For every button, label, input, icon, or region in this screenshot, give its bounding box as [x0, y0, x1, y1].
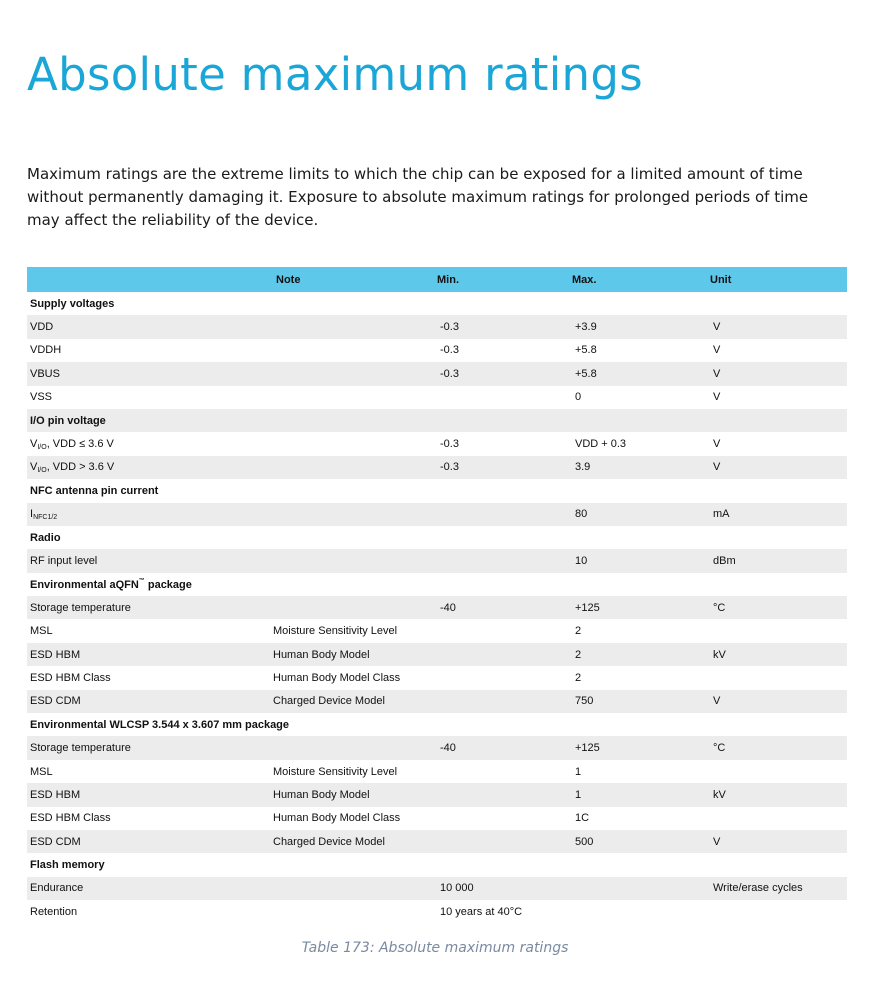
cell-unit: kV: [710, 643, 847, 666]
cell-parameter: ESD HBM Class: [27, 807, 270, 830]
cell-parameter: [27, 456, 270, 479]
cell-max: +3.9: [572, 315, 710, 338]
cell-max: +5.8: [572, 339, 710, 362]
param-symbol: I: [30, 507, 34, 520]
cell-parameter: ESD CDM: [27, 690, 270, 713]
cell-note: [270, 456, 437, 479]
param-subscript: I/O: [37, 466, 47, 474]
cell-parameter: ESD HBM: [27, 643, 270, 666]
cell-note: [270, 549, 437, 572]
section-label: Supply voltages: [27, 292, 847, 315]
cell-min: 10 000: [437, 877, 572, 900]
cell-note: Charged Device Model: [270, 690, 437, 713]
section-label: Radio: [27, 526, 847, 549]
cell-note: [270, 386, 437, 409]
cell-unit: V: [710, 362, 847, 385]
cell-unit: mA: [710, 503, 847, 526]
section-label: I/O pin voltage: [27, 409, 847, 432]
cell-unit: V: [710, 339, 847, 362]
cell-max: [572, 900, 710, 923]
cell-parameter: Endurance: [27, 877, 270, 900]
cell-parameter: ESD HBM Class: [27, 666, 270, 689]
section-label: Environmental WLCSP 3.544 x 3.607 mm package: [27, 713, 847, 736]
section-row: [27, 573, 847, 596]
param-condition: , VDD > 3.6 V: [46, 460, 115, 473]
cell-note: Moisture Sensitivity Level: [270, 619, 437, 642]
cell-min: [437, 690, 572, 713]
table-row: [27, 596, 847, 619]
cell-unit: [710, 900, 847, 923]
cell-max: 1: [572, 783, 710, 806]
table-row: [27, 877, 847, 900]
cell-max: 750: [572, 690, 710, 713]
section-label: Flash memory: [27, 853, 847, 876]
cell-min: [437, 503, 572, 526]
cell-note: [270, 503, 437, 526]
cell-max: 3.9: [572, 456, 710, 479]
cell-note: [270, 362, 437, 385]
page-title: Absolute maximum ratings: [27, 48, 643, 101]
table-row: [27, 432, 847, 455]
cell-parameter: Storage temperature: [27, 596, 270, 619]
table-row: [27, 783, 847, 806]
cell-unit: V: [710, 830, 847, 853]
cell-unit: V: [710, 315, 847, 338]
cell-min: [437, 386, 572, 409]
cell-unit: °C: [710, 596, 847, 619]
cell-parameter: ESD CDM: [27, 830, 270, 853]
cell-max: 10: [572, 549, 710, 572]
cell-max: 1: [572, 760, 710, 783]
cell-min: [437, 666, 572, 689]
cell-max: +125: [572, 736, 710, 759]
cell-unit: V: [710, 690, 847, 713]
section-row: [27, 853, 847, 876]
cell-max: 500: [572, 830, 710, 853]
cell-min: [437, 783, 572, 806]
table-row: [27, 830, 847, 853]
cell-min: -0.3: [437, 456, 572, 479]
table-row: [27, 760, 847, 783]
cell-parameter: [27, 503, 270, 526]
cell-note: [270, 432, 437, 455]
cell-unit: V: [710, 432, 847, 455]
table-row: [27, 315, 847, 338]
table-row: [27, 690, 847, 713]
section-row: [27, 713, 847, 736]
section-row: [27, 409, 847, 432]
cell-note: [270, 339, 437, 362]
table-row: [27, 807, 847, 830]
cell-parameter: Storage temperature: [27, 736, 270, 759]
cell-parameter: ESD HBM: [27, 783, 270, 806]
cell-parameter: Retention: [27, 900, 270, 923]
cell-parameter: VDDH: [27, 339, 270, 362]
table-row: [27, 503, 847, 526]
table-row: [27, 362, 847, 385]
cell-parameter: VDD: [27, 315, 270, 338]
section-row: [27, 479, 847, 502]
cell-min: -0.3: [437, 339, 572, 362]
cell-min: [437, 549, 572, 572]
header-min: Min.: [437, 267, 572, 292]
header-parameter: [27, 267, 270, 292]
table-row: [27, 339, 847, 362]
table-row: [27, 736, 847, 759]
section-label-text: Environmental aQFN: [30, 578, 139, 591]
cell-note: [270, 596, 437, 619]
table-row: [27, 643, 847, 666]
table-row: [27, 900, 847, 923]
cell-unit: Write/erase cycles: [710, 877, 847, 900]
cell-note: [270, 877, 437, 900]
cell-max: 1C: [572, 807, 710, 830]
header-note: Note: [270, 267, 437, 292]
cell-parameter: VSS: [27, 386, 270, 409]
header-unit: Unit: [710, 267, 847, 292]
cell-unit: °C: [710, 736, 847, 759]
cell-min: -40: [437, 736, 572, 759]
cell-min: [437, 807, 572, 830]
table-header-row: [27, 267, 847, 292]
cell-parameter: MSL: [27, 760, 270, 783]
section-label: [27, 573, 847, 596]
intro-paragraph: Maximum ratings are the extreme limits to which the chip can be exposed for a limited amount of time without permanently damaging it. Exposure to absolute maximum ratings for prolonged periods of time may affect the reliability of the device.: [27, 165, 809, 229]
cell-min: -0.3: [437, 315, 572, 338]
cell-min: 10 years at 40°C: [437, 900, 572, 923]
section-row: [27, 526, 847, 549]
cell-parameter: MSL: [27, 619, 270, 642]
cell-unit: [710, 807, 847, 830]
cell-unit: [710, 666, 847, 689]
cell-max: 0: [572, 386, 710, 409]
param-symbol: V: [30, 437, 38, 450]
cell-min: [437, 619, 572, 642]
cell-min: [437, 830, 572, 853]
cell-unit: [710, 760, 847, 783]
cell-max: +5.8: [572, 362, 710, 385]
cell-note: [270, 900, 437, 923]
cell-min: -0.3: [437, 362, 572, 385]
table-row: [27, 619, 847, 642]
cell-note: Human Body Model Class: [270, 666, 437, 689]
cell-unit: V: [710, 456, 847, 479]
trademark-mark: ™: [138, 577, 145, 584]
cell-note: Human Body Model: [270, 783, 437, 806]
header-max: Max.: [572, 267, 710, 292]
cell-max: 2: [572, 666, 710, 689]
cell-note: [270, 315, 437, 338]
cell-parameter: VBUS: [27, 362, 270, 385]
cell-min: -0.3: [437, 432, 572, 455]
table-row: [27, 386, 847, 409]
cell-max: VDD + 0.3: [572, 432, 710, 455]
cell-max: 2: [572, 643, 710, 666]
section-row: [27, 292, 847, 315]
table-caption: Table 173: Absolute maximum ratings: [301, 940, 569, 956]
cell-min: [437, 643, 572, 666]
cell-unit: V: [710, 386, 847, 409]
cell-min: [437, 760, 572, 783]
table-row: [27, 666, 847, 689]
cell-max: 2: [572, 619, 710, 642]
param-condition: , VDD ≤ 3.6 V: [46, 437, 114, 450]
cell-note: [270, 736, 437, 759]
cell-max: +125: [572, 596, 710, 619]
cell-note: Moisture Sensitivity Level: [270, 760, 437, 783]
absolute-max-ratings-table: [27, 267, 847, 924]
section-label: NFC antenna pin current: [27, 479, 847, 502]
cell-min: -40: [437, 596, 572, 619]
cell-unit: [710, 619, 847, 642]
cell-parameter: RF input level: [27, 549, 270, 572]
table-row: [27, 456, 847, 479]
section-label-suffix: package: [144, 578, 192, 591]
cell-unit: dBm: [710, 549, 847, 572]
cell-unit: kV: [710, 783, 847, 806]
cell-note: Charged Device Model: [270, 830, 437, 853]
param-subscript: I/O: [37, 443, 47, 451]
cell-note: Human Body Model: [270, 643, 437, 666]
cell-parameter: [27, 432, 270, 455]
param-symbol: V: [30, 460, 38, 473]
cell-max: [572, 877, 710, 900]
cell-note: Human Body Model Class: [270, 807, 437, 830]
cell-max: 80: [572, 503, 710, 526]
table-row: [27, 549, 847, 572]
param-subscript: NFC1/2: [33, 513, 58, 521]
